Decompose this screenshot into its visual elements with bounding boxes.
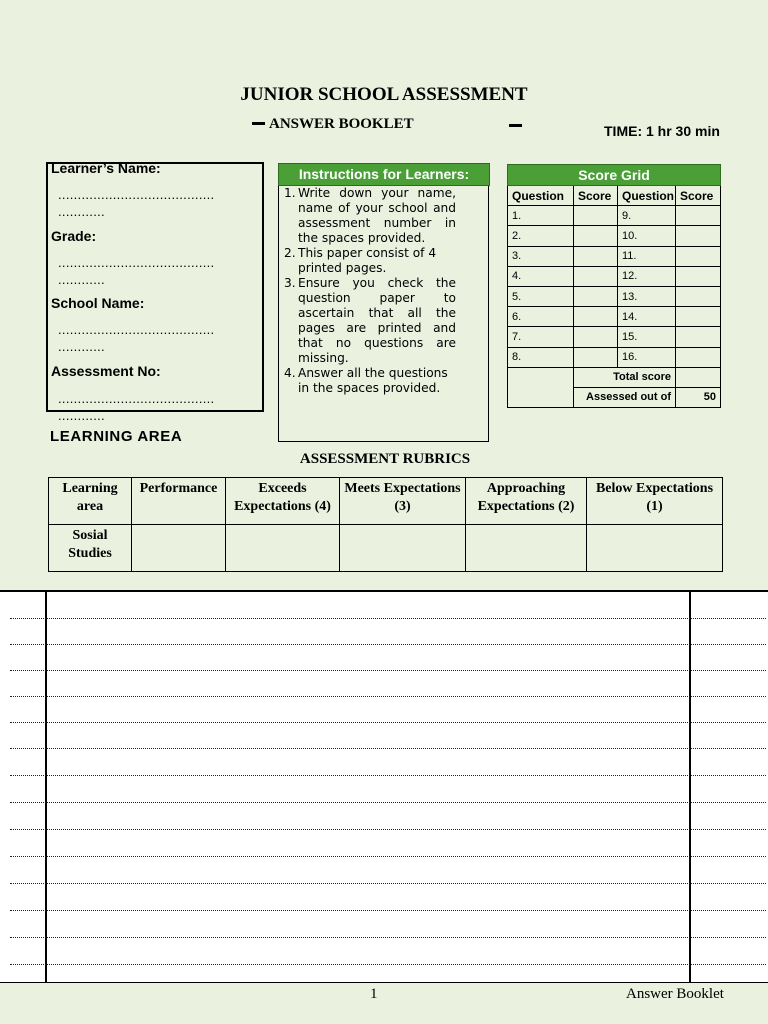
ruled-line: [10, 937, 766, 938]
score-row: [508, 246, 721, 266]
question-number: 5.: [508, 286, 574, 306]
instruction-item: [284, 186, 456, 246]
instruction-number: 1.: [284, 186, 296, 200]
school-name-field[interactable]: [58, 321, 214, 355]
score-cell[interactable]: [676, 246, 721, 266]
instruction-item: [284, 366, 456, 396]
score-row: [508, 206, 721, 226]
rubric-table: [48, 477, 723, 572]
dots-line: ............: [58, 204, 105, 219]
question-number: 6.: [508, 307, 574, 327]
answer-area-top-border: [0, 590, 768, 592]
question-number: 10.: [618, 226, 676, 246]
score-row: [508, 347, 721, 367]
column-header-score: Score: [574, 186, 618, 206]
question-number: 2.: [508, 226, 574, 246]
instruction-number: 2.: [284, 246, 296, 260]
score-cell[interactable]: [574, 307, 618, 327]
question-number: 13.: [618, 286, 676, 306]
rubric-header: Performance: [132, 478, 226, 525]
learner-details-box: [46, 160, 264, 423]
score-cell[interactable]: [676, 266, 721, 286]
question-number: 3.: [508, 246, 574, 266]
score-cell[interactable]: [676, 286, 721, 306]
assessed-out-of-label: Assessed out of: [574, 387, 676, 407]
rubric-header: Approaching Expectations (2): [466, 478, 587, 525]
rubric-cell[interactable]: [466, 525, 587, 572]
score-cell[interactable]: [676, 307, 721, 327]
rubric-row: [49, 525, 723, 572]
instruction-text: Ensure you check the question paper to ascertain that all the pages are printed and that no questions are missing.: [298, 276, 456, 365]
ruled-line: [10, 964, 766, 965]
column-header-question: Question: [618, 186, 676, 206]
grade-label: Grade:: [51, 228, 97, 244]
score-cell[interactable]: [574, 226, 618, 246]
dots-line: ............: [58, 339, 105, 354]
ruled-line: [10, 722, 766, 723]
question-number: 11.: [618, 246, 676, 266]
rubric-header: Below Expectations (1): [587, 478, 723, 525]
question-number: 16.: [618, 347, 676, 367]
dots-line: ............: [58, 272, 105, 287]
score-cell[interactable]: [574, 246, 618, 266]
assessment-no-field[interactable]: [58, 390, 214, 424]
ruled-line: [10, 910, 766, 911]
ruled-line: [10, 670, 766, 671]
rubric-header: Exceeds Expectations (4): [226, 478, 340, 525]
dots-line: ........................................: [58, 391, 215, 406]
ruled-line: [10, 618, 766, 619]
instructions-box: [278, 186, 489, 442]
instruction-text: Answer all the questions in the spaces provided.: [298, 366, 448, 395]
ruled-line: [10, 883, 766, 884]
learner-name-label: Learner’s Name:: [51, 160, 161, 176]
score-row: [508, 307, 721, 327]
page-subtitle: [252, 116, 414, 133]
total-score-row: [508, 367, 721, 387]
question-number: 1.: [508, 206, 574, 226]
margin-line-left: [45, 592, 47, 982]
total-score-label: Total score: [574, 367, 676, 387]
school-name-label: School Name:: [51, 295, 145, 311]
rubric-header-row: [49, 478, 723, 525]
score-row: [508, 327, 721, 347]
score-cell[interactable]: [676, 206, 721, 226]
margin-line-right: [689, 592, 691, 982]
question-number: 7.: [508, 327, 574, 347]
score-cell[interactable]: [574, 266, 618, 286]
instruction-text: This paper consist of 4 printed pages.: [298, 246, 437, 275]
rubric-cell[interactable]: [587, 525, 723, 572]
score-row: [508, 266, 721, 286]
score-grid-heading: Score Grid: [508, 165, 721, 186]
grade-field[interactable]: [58, 254, 214, 288]
answer-area[interactable]: [0, 590, 768, 982]
instructions-heading: Instructions for Learners:: [278, 163, 490, 186]
score-cell[interactable]: [676, 226, 721, 246]
score-cell[interactable]: [574, 327, 618, 347]
score-cell[interactable]: [676, 347, 721, 367]
dots-line: ........................................: [58, 187, 215, 202]
footer-label: Answer Booklet: [626, 986, 724, 1002]
ruled-line: [10, 748, 766, 749]
ruled-line: [10, 829, 766, 830]
rubric-header: Learning area: [49, 478, 132, 525]
answer-area-bottom-border: [0, 982, 768, 983]
score-row: [508, 286, 721, 306]
instructions-list: [284, 186, 456, 396]
score-cell[interactable]: [574, 347, 618, 367]
score-cell[interactable]: [574, 206, 618, 226]
page-number: 1: [370, 986, 378, 1002]
learner-name-field[interactable]: [58, 186, 214, 220]
subtitle-text: ANSWER BOOKLET: [269, 116, 414, 132]
ruled-line: [10, 856, 766, 857]
score-cell[interactable]: [676, 327, 721, 347]
question-number: 9.: [618, 206, 676, 226]
score-cell[interactable]: [574, 286, 618, 306]
time-allowed: TIME: 1 hr 30 min: [604, 123, 720, 139]
instruction-number: 3.: [284, 276, 296, 290]
instruction-item: [284, 246, 456, 276]
question-number: 8.: [508, 347, 574, 367]
question-number: 4.: [508, 266, 574, 286]
score-row: [508, 226, 721, 246]
instruction-number: 4.: [284, 366, 296, 380]
rubric-header: Meets Expectations (3): [340, 478, 466, 525]
rubric-title: ASSESSMENT RUBRICS: [299, 451, 471, 467]
total-score-cell[interactable]: [676, 367, 721, 387]
rubric-subject: Sosial Studies: [49, 525, 132, 572]
column-header-question: Question: [508, 186, 574, 206]
rubric-cell[interactable]: [132, 525, 226, 572]
ruled-line: [10, 696, 766, 697]
dash-decoration: [252, 122, 265, 125]
dots-line: ........................................: [58, 255, 215, 270]
ruled-line: [10, 775, 766, 776]
dots-line: ........................................: [58, 322, 215, 337]
question-number: 12.: [618, 266, 676, 286]
column-header-score: Score: [676, 186, 721, 206]
learning-area-label: LEARNING AREA: [50, 428, 183, 445]
ruled-line: [10, 644, 766, 645]
ruled-line: [10, 802, 766, 803]
instruction-item: [284, 276, 456, 366]
assessment-no-label: Assessment No:: [51, 363, 161, 379]
question-number: 14.: [618, 307, 676, 327]
rubric-cell[interactable]: [226, 525, 340, 572]
question-number: 15.: [618, 327, 676, 347]
dots-line: ............: [58, 408, 105, 423]
dash-decoration: [509, 124, 522, 127]
rubric-cell[interactable]: [340, 525, 466, 572]
blank-cell: [508, 367, 574, 407]
page-title: JUNIOR SCHOOL ASSESSMENT: [240, 84, 528, 105]
score-grid: [507, 164, 721, 408]
assessed-out-of-value: 50: [676, 387, 721, 407]
instruction-text: Write down your name, name of your school and assessment number in the spaces provided.: [298, 186, 456, 245]
